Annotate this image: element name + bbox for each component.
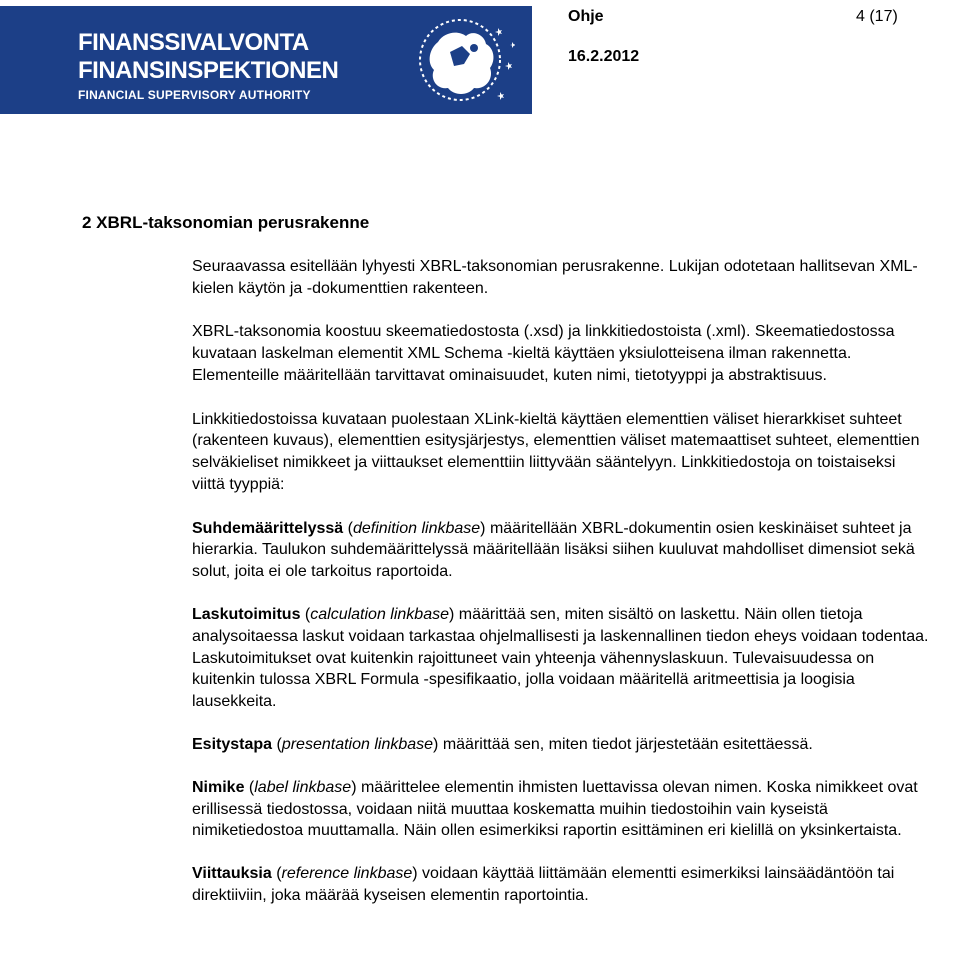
reference-linkbase-paragraph [192,863,932,907]
term-label: Esitystapa [192,735,273,753]
linkbase-intro-paragraph: Linkkitiedostoissa kuvataan puolestaan XLink-kieltä käyttäen elementtien väliset hierarkkiset suhteet (rakenteen kuvaus), elementtien esitysjärjestys, elementtien väliset matemaattiset suhteet, elementtien selväkieliset nimikkeet ja viittaukset elementtiin liittyvään sääntelyyn. Linkkitiedostoja on toistaiseksi viittä tyyppiä: [192,410,920,493]
body-text [192,256,932,928]
english-term: label linkbase [254,778,352,796]
calculation-linkbase-paragraph [192,604,932,713]
logo-line-finnish: FINANSSIVALVONTA [78,29,309,56]
paren-open: ( [272,735,282,753]
english-term: definition linkbase [352,519,481,537]
term-label: Nimike [192,778,245,796]
english-term: calculation linkbase [310,605,449,623]
logo-line-english: FINANCIAL SUPERVISORY AUTHORITY [78,88,311,102]
english-term: reference linkbase [281,865,413,883]
description: ) määrittelee elementin ihmisten luettavissa olevan nimen. Koska nimikkeet ovat erillisessä tiedostossa, voidaan niitä muuttaa koskematta muihin tiedostoihin vain kyseistä nimiketiedostoa muuttamalla. Näin ollen esimerkiksi raportin esittäminen eri kielillä on yksinkertaista. [192,778,918,840]
term-label: Viittauksia [192,865,272,883]
paren-open: ( [271,865,282,883]
description: ) määrittää sen, miten tiedot järjestetään esitettäessä. [433,735,813,753]
definition-linkbase-paragraph [192,518,932,583]
section-heading: 2 XBRL-taksonomian perusrakenne [82,213,370,232]
presentation-linkbase-paragraph [192,734,932,756]
document-date: 16.2.2012 [568,48,640,65]
page-number: 4 (17) [856,8,898,25]
english-term: presentation linkbase [281,735,434,753]
authority-logo [0,6,532,114]
document-type: Ohje [568,8,604,25]
crest-lion-icon [410,12,522,108]
description: ) määritellään XBRL-dokumentin osien keskinäiset suhteet ja hierarkia. Taulukon suhdemäärittelyssä määritellään lisäksi siihen kuuluvat mahdolliset dimensiot sekä solut, joita ei ole tarkoitus raportoida. [192,519,915,581]
term-label: Suhdemäärittelyssä [192,519,344,537]
paren-open: ( [244,778,255,796]
term-label: Laskutoimitus [192,605,301,623]
paren-open: ( [300,605,311,623]
paren-open: ( [343,519,353,537]
description: ) voidaan käyttää liittämään elementti esimerkiksi lainsäädäntöön tai direktiiviin, joka määrää kyseisen elementin raportointia. [192,865,895,904]
label-linkbase-paragraph [192,777,932,842]
logo-wordmark [78,31,338,101]
logo-line-swedish: FINANSINSPEKTIONEN [78,57,339,84]
schema-paragraph: XBRL-taksonomia koostuu skeematiedostosta (.xsd) ja linkkitiedostoista (.xml). Skeematiedostossa kuvataan laskelman elementit XML Schema -kieltä käyttäen yksiulotteisena ilman rakennetta. Elementeille määritellään tarvittavat ominaisuudet, kuten nimi, tietotyyppi ja abstraktisuus. [192,323,895,384]
description: ) määrittää sen, miten sisältö on laskettu. Näin ollen tietoja analysoitaessa laskut voidaan tarkastaa ohjelmallisesti ja laskennallinen tiedon eheys voidaan todentaa. Laskutoimitukset ovat kuitenkin rajoittuneet vain yhteenja vähennyslaskuun. Tulevaisuudessa on kuitenkin tulossa XBRL Formula -spesifikaatio, jolla voidaan määritellä aritmeettisia ja loogisia lausekkeita. [192,605,929,711]
intro-paragraph: Seuraavassa esitellään lyhyesti XBRL-taksonomian perusrakenne. Lukijan odotetaan hallitsevan XML-kielen käytön ja -dokumenttien rakenteen. [192,258,918,297]
